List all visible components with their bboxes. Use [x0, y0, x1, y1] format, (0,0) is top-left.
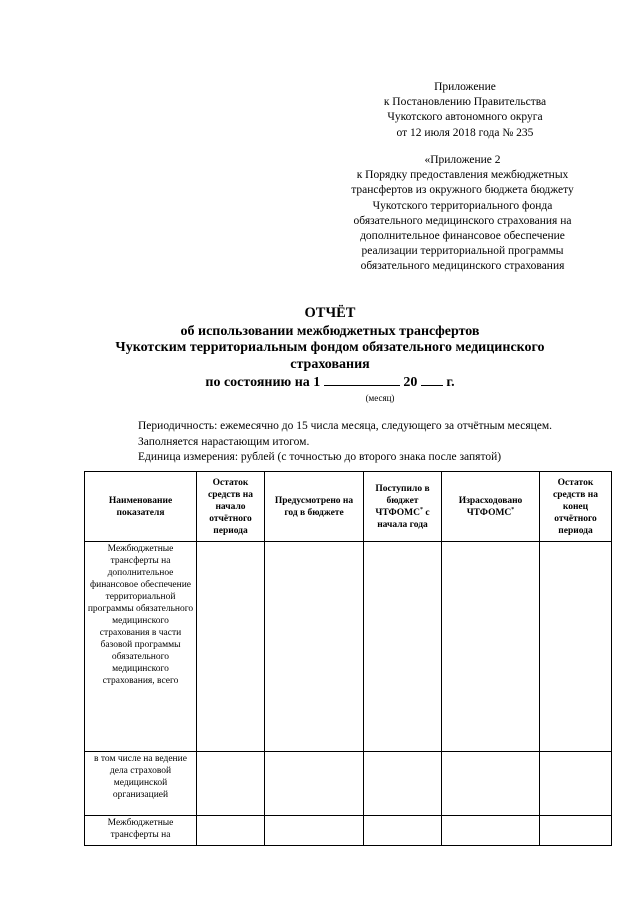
periodicity-note: Периодичность: ежемесячно до 15 числа месяца, следующего за отчётным месяцем.: [138, 420, 553, 432]
table-row: [85, 542, 612, 752]
annex2-header: [320, 153, 605, 275]
table-cell[interactable]: [442, 752, 540, 816]
table-cell[interactable]: [197, 752, 265, 816]
table-cell[interactable]: [540, 752, 612, 816]
annex-line: Чукотского автономного округа: [387, 111, 543, 124]
month-hint: (месяц): [365, 393, 395, 403]
header-received-suffix: с начала года: [377, 507, 430, 530]
table-cell[interactable]: [364, 816, 442, 846]
header-spent: [442, 472, 540, 542]
header-start-balance: Остаток средств на начало отчётного периода: [197, 472, 265, 542]
table-cell[interactable]: [540, 816, 612, 846]
annex-line: к Постановлению Правительства: [383, 96, 547, 109]
annex2-line: Чукотского территориального фонда: [372, 199, 553, 212]
table-cell[interactable]: [442, 816, 540, 846]
annex2-line: реализации территориальной программы: [361, 245, 564, 258]
annex2-line: трансфертов из окружного бюджета бюджету: [351, 184, 574, 197]
table-cell[interactable]: [197, 542, 265, 752]
annex2-line: обязательного медицинского страхования на: [353, 214, 572, 227]
header-name: Наименование показателя: [85, 472, 197, 542]
table-cell[interactable]: [540, 542, 612, 752]
annex-header: [345, 80, 585, 141]
table-header-row: [85, 472, 612, 542]
year-prefix: 20: [403, 375, 418, 390]
table-cell[interactable]: [442, 542, 540, 752]
title-line2: Чукотским территориальным фондом обязательного медицинского: [115, 340, 545, 355]
title-line1: об использовании межбюджетных трансфертов: [180, 323, 480, 339]
annex2-line: к Порядку предоставления межбюджетных: [356, 169, 569, 182]
table-cell[interactable]: [197, 816, 265, 846]
header-end-balance: Остаток средств на конец отчётного периода: [540, 472, 612, 542]
annex-line: Приложение: [434, 81, 496, 93]
table-cell[interactable]: [364, 752, 442, 816]
units-note: Единица измерения: рублей (с точностью до второго знака после запятой): [138, 451, 502, 463]
header-received-label: Поступило в бюджет ЧТФОМС: [375, 483, 430, 518]
footnote-mark: *: [420, 506, 423, 513]
annex2-line: дополнительное финансовое обеспечение: [360, 230, 565, 243]
footnote-mark: *: [511, 506, 515, 513]
header-received: [364, 472, 442, 542]
table-row: [85, 752, 612, 816]
report-title: [100, 305, 560, 392]
title-main: ОТЧЁТ: [304, 305, 356, 321]
cumulative-note: Заполняется нарастающим итогом.: [138, 435, 310, 448]
report-table: [84, 471, 612, 846]
table-cell[interactable]: [364, 542, 442, 752]
header-planned: Предусмотрено на год в бюджете: [265, 472, 364, 542]
annex2-line: «Приложение 2: [424, 154, 501, 166]
table-cell[interactable]: [265, 542, 364, 752]
date-line: [100, 373, 560, 392]
year-suffix: г.: [446, 375, 455, 390]
annex2-line: обязательного медицинского страхования: [360, 260, 565, 273]
year-blank: [421, 373, 443, 386]
annex-line: от 12 июля 2018 года № 235: [396, 126, 534, 139]
title-line3: страхования: [290, 356, 370, 372]
table-cell[interactable]: [265, 816, 364, 846]
table-row: [85, 816, 612, 846]
header-spent-label: Израсходовано ЧТФОМС: [458, 495, 523, 518]
table-cell[interactable]: [265, 752, 364, 816]
month-blank: [324, 373, 400, 386]
date-prefix: по состоянию на 1: [205, 375, 321, 390]
report-notes: [138, 419, 552, 466]
row-label: в том числе на ведение дела страховой медицинской организацией: [85, 752, 197, 816]
row-label: Межбюджетные трансферты на дополнительное финансовое обеспечение территориальной программы обязательного медицинского страхования в части базовой программы обязательного медицинского страхования, всего: [85, 542, 197, 752]
row-label: Межбюджетные трансферты на: [85, 816, 197, 846]
